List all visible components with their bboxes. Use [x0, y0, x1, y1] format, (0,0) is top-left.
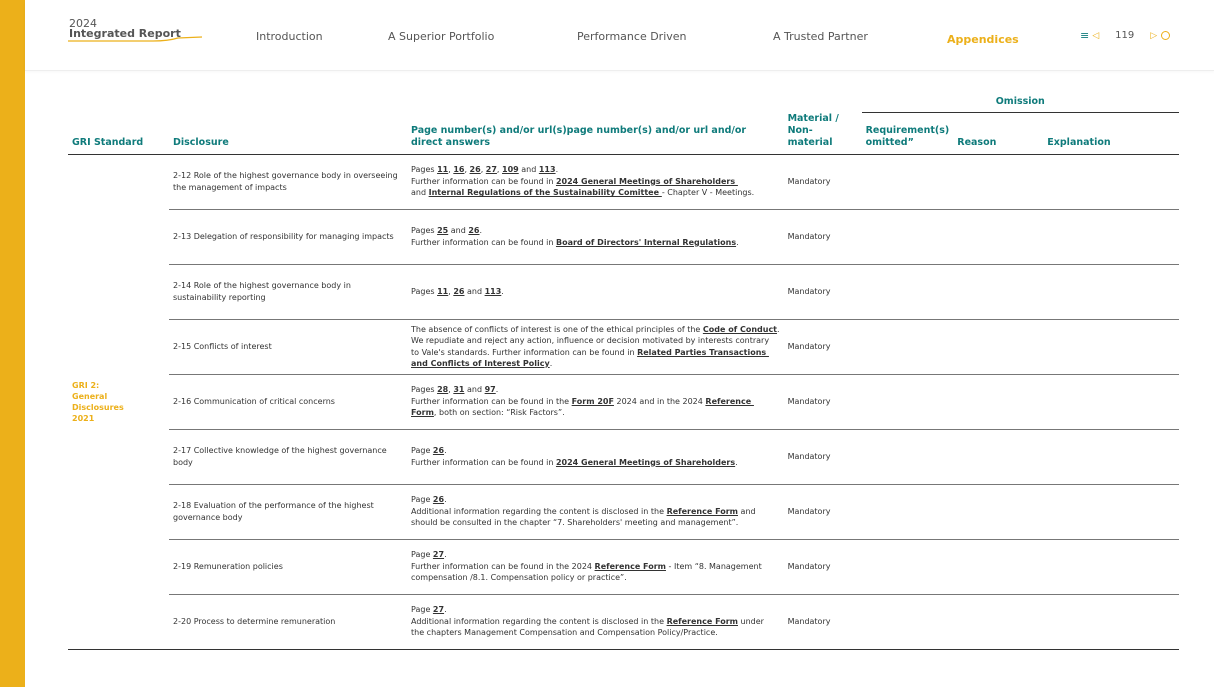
answer-text: to Vale's standards. Further information can be found in: [411, 347, 638, 357]
explanation-cell: [1043, 594, 1179, 649]
answer-text: Further information can be found in: [411, 237, 556, 247]
reference-link[interactable]: 27: [432, 605, 445, 615]
material-cell: Mandatory: [784, 374, 862, 429]
answer-text: Additional information regarding the content is disclosed in the: [411, 616, 667, 626]
reference-link[interactable]: and Conflicts of Interest Policy: [411, 359, 550, 368]
requirements-omitted-cell: [862, 539, 954, 594]
material-cell: Mandatory: [784, 539, 862, 594]
omission-header: Omission: [862, 96, 1179, 113]
table-row: [68, 374, 1179, 429]
answer-line: [411, 604, 780, 616]
explanation-cell: [1043, 484, 1179, 539]
answer-text: We repudiate and reject any action, influence or decision motivated by interests contrary: [411, 336, 770, 345]
answer-text: ,: [496, 165, 503, 175]
reason-cell: [953, 429, 1043, 484]
explanation-cell: [1043, 154, 1179, 209]
answer-line: [411, 517, 780, 529]
answer-text: .: [555, 165, 559, 175]
requirements-omitted-cell: [862, 374, 954, 429]
requirements-omitted-cell: [862, 264, 954, 319]
reference-link[interactable]: Reference Form: [666, 616, 738, 626]
report-year: 2024: [69, 17, 97, 30]
reference-link[interactable]: 2024 General Meetings of Shareholders: [555, 457, 736, 467]
explanation-cell: [1043, 429, 1179, 484]
answer-text: and: [464, 385, 485, 395]
answer-text: Pages: [411, 226, 438, 235]
report-title[interactable]: Integrated Report: [69, 27, 181, 40]
answer-text: Further information can be found in the 2024: [411, 561, 595, 571]
answer-text: Page: [411, 550, 433, 560]
top-navigation: [25, 0, 1214, 71]
reference-link[interactable]: 31: [453, 385, 465, 395]
reference-link[interactable]: 113: [538, 165, 556, 175]
reference-link[interactable]: Board of Directors' Internal Regulations: [555, 237, 737, 247]
answer-line: [411, 445, 780, 457]
home-icon[interactable]: [1161, 31, 1170, 40]
answer-text: ,: [464, 165, 470, 175]
answer-cell: [407, 539, 784, 594]
explanation-cell: [1043, 264, 1179, 319]
column-header-disclosure: Disclosure: [169, 113, 407, 155]
reason-cell: [953, 484, 1043, 539]
answer-text: .: [549, 359, 553, 368]
requirements-omitted-cell: [862, 209, 954, 264]
answer-line: [411, 176, 780, 188]
answer-cell: [407, 209, 784, 264]
answer-text: Page: [411, 605, 433, 615]
answer-line: [411, 358, 780, 370]
reference-link[interactable]: 26: [432, 495, 445, 505]
nav-introduction[interactable]: Introduction: [256, 30, 323, 43]
gri-standard-cell: GRI 2: General Disclosures 2021: [68, 154, 169, 649]
reason-cell: [953, 154, 1043, 209]
disclosure-cell: 2-19 Remuneration policies: [169, 539, 407, 594]
answer-line: [411, 324, 780, 336]
answer-line: [411, 616, 780, 628]
nav-appendices[interactable]: Appendices: [947, 33, 1019, 46]
reference-link[interactable]: Form: [411, 408, 434, 418]
answer-text: Pages: [411, 286, 438, 296]
requirements-omitted-cell: [862, 594, 954, 649]
answer-line: [411, 384, 780, 396]
disclosure-cell: 2-17 Collective knowledge of the highest governance body: [169, 429, 407, 484]
prev-page-icon[interactable]: ◁: [1092, 30, 1100, 41]
table-row: [68, 429, 1179, 484]
answer-text: .: [501, 286, 504, 296]
nav-trusted-partner[interactable]: A Trusted Partner: [773, 30, 868, 43]
answer-line: [411, 561, 780, 573]
reference-link[interactable]: Internal Regulations of the Sustainability Comittee: [428, 188, 662, 198]
answer-text: compensation /8.1. Compensation policy or practice”.: [411, 573, 627, 583]
reference-link[interactable]: Reference Form: [594, 561, 666, 571]
reference-link[interactable]: 26: [432, 446, 445, 455]
answer-text: Further information can be found in: [411, 176, 556, 186]
answer-cell: [407, 154, 784, 209]
answer-cell: [407, 264, 784, 319]
answer-line: [411, 627, 780, 639]
material-cell: Mandatory: [784, 429, 862, 484]
disclosure-cell: 2-12 Role of the highest governance body in overseeing the management of impacts: [169, 154, 407, 209]
answer-text: .: [444, 446, 447, 455]
table-row: [68, 594, 1179, 649]
explanation-cell: [1043, 539, 1179, 594]
answer-text: , both on section: “Risk Factors”.: [433, 408, 565, 418]
answer-text: under: [738, 616, 764, 626]
disclosure-cell: 2-18 Evaluation of the performance of the highest governance body: [169, 484, 407, 539]
column-header-page-numbers: Page number(s) and/or url(s)page number(s) and/or url and/or direct answers: [407, 113, 784, 155]
column-header-gri-standard: GRI Standard: [68, 113, 169, 155]
material-cell: Mandatory: [784, 209, 862, 264]
answer-line: [411, 572, 780, 584]
table-row: [68, 209, 1179, 264]
answer-text: .: [444, 495, 447, 505]
answer-text: ,: [448, 286, 454, 296]
reference-link[interactable]: 28: [437, 385, 449, 395]
page-navigator: [1080, 29, 1170, 42]
explanation-cell: [1043, 209, 1179, 264]
table-row: [68, 319, 1179, 374]
answer-line: [411, 506, 780, 518]
reference-link[interactable]: 11: [437, 165, 449, 175]
reference-link[interactable]: 97: [484, 385, 496, 395]
logo-swoosh-icon: [68, 36, 203, 44]
reason-cell: [953, 319, 1043, 374]
reference-link[interactable]: 26: [453, 286, 465, 296]
answer-text: and: [464, 286, 485, 296]
answer-text: 2024 and in the 2024: [613, 396, 706, 406]
sidebar-accent-bar: [0, 0, 25, 687]
answer-text: and: [411, 188, 429, 198]
explanation-cell: [1043, 319, 1179, 374]
answer-cell: [407, 484, 784, 539]
reference-link[interactable]: Reference Form: [666, 506, 738, 516]
answer-text: Page: [411, 446, 433, 455]
answer-line: [411, 187, 780, 199]
menu-icon[interactable]: ≡: [1080, 29, 1090, 42]
reason-cell: [953, 594, 1043, 649]
answer-cell: [407, 319, 784, 374]
answer-text: .: [736, 237, 739, 247]
disclosure-cell: 2-15 Conflicts of interest: [169, 319, 407, 374]
reason-cell: [953, 209, 1043, 264]
answer-text: The absence of conflicts of interest is one of the ethical principles of the: [411, 324, 703, 334]
requirements-omitted-cell: [862, 484, 954, 539]
requirements-omitted-cell: [862, 154, 954, 209]
reference-link[interactable]: 27: [432, 550, 445, 560]
answer-text: Page: [411, 495, 433, 505]
answer-line: [411, 347, 780, 359]
material-cell: Mandatory: [784, 319, 862, 374]
answer-line: [411, 549, 780, 561]
table-row: [68, 154, 1179, 209]
reason-cell: [953, 374, 1043, 429]
answer-text: .: [479, 226, 483, 235]
answer-text: .: [495, 385, 499, 395]
answer-cell: [407, 594, 784, 649]
material-cell: Mandatory: [784, 594, 862, 649]
nav-superior-portfolio[interactable]: A Superior Portfolio: [388, 30, 495, 43]
answer-text: .: [444, 605, 447, 615]
nav-performance-driven[interactable]: Performance Driven: [577, 30, 687, 43]
answer-text: .: [444, 550, 447, 560]
reference-link[interactable]: Code of Conduct: [702, 324, 778, 334]
reference-link[interactable]: 109: [502, 165, 519, 175]
answer-text: ,: [480, 165, 486, 175]
table-row: [68, 484, 1179, 539]
answer-text: Further information can be found in the: [411, 396, 572, 406]
answer-text: ,: [448, 165, 454, 175]
answer-text: Additional information regarding the content is disclosed in the: [411, 506, 667, 516]
reason-cell: [953, 264, 1043, 319]
answer-text: - Chapter V - Meetings.: [661, 188, 755, 198]
table-row: [68, 539, 1179, 594]
reference-link[interactable]: 113: [484, 286, 502, 296]
answer-text: and: [738, 506, 756, 516]
reference-link[interactable]: 27: [485, 165, 497, 175]
table-row: [68, 264, 1179, 319]
answer-line: [411, 237, 780, 249]
answer-line: [411, 286, 780, 298]
answer-text: .: [777, 324, 780, 334]
column-header-reason: Reason: [953, 113, 1043, 155]
column-header-explanation: Explanation: [1043, 113, 1179, 155]
reference-link[interactable]: 11: [437, 286, 449, 296]
answer-text: - Item “8. Management: [665, 561, 762, 571]
material-cell: Mandatory: [784, 264, 862, 319]
reference-link[interactable]: 26: [468, 226, 480, 235]
gri-content-table: [68, 96, 1179, 650]
disclosure-cell: 2-13 Delegation of responsibility for managing impacts: [169, 209, 407, 264]
answer-cell: [407, 374, 784, 429]
reference-link[interactable]: 25: [437, 226, 449, 235]
answer-text: and: [518, 165, 539, 175]
answer-line: [411, 164, 780, 176]
answer-line: [411, 407, 780, 419]
explanation-cell: [1043, 374, 1179, 429]
requirements-omitted-cell: [862, 429, 954, 484]
answer-text: and: [448, 226, 469, 235]
answer-text: Pages: [411, 385, 438, 395]
reason-cell: [953, 539, 1043, 594]
answer-line: [411, 396, 780, 408]
answer-cell: [407, 429, 784, 484]
answer-text: Further information can be found in: [411, 457, 556, 467]
disclosure-cell: 2-14 Role of the highest governance body in sustainability reporting: [169, 264, 407, 319]
disclosure-cell: 2-20 Process to determine remuneration: [169, 594, 407, 649]
answer-text: should be consulted in the chapter “7. Shareholders' meeting and management”.: [411, 518, 739, 528]
page-number: 119: [1115, 30, 1135, 41]
reference-link[interactable]: 2024 General Meetings of Shareholders: [555, 176, 738, 186]
reference-link[interactable]: 26: [469, 165, 481, 175]
answer-line: [411, 457, 780, 469]
answer-text: ,: [448, 385, 454, 395]
material-cell: Mandatory: [784, 484, 862, 539]
reference-link[interactable]: Related Parties Transactions: [637, 347, 769, 357]
material-cell: Mandatory: [784, 154, 862, 209]
reference-link[interactable]: Reference: [705, 396, 754, 406]
requirements-omitted-cell: [862, 319, 954, 374]
answer-text: the chapters Management Compensation and Compensation Policy/Practice.: [411, 628, 718, 638]
column-header-material: Material / Non-material: [784, 113, 862, 155]
next-page-icon[interactable]: ▷: [1150, 30, 1158, 41]
answer-text: .: [735, 457, 738, 467]
disclosure-cell: 2-16 Communication of critical concerns: [169, 374, 407, 429]
answer-line: [411, 225, 780, 237]
column-header-requirements-omitted: Requirement(s) omitted”: [862, 113, 954, 155]
answer-line: [411, 335, 780, 347]
answer-line: [411, 494, 780, 506]
reference-link[interactable]: 16: [453, 165, 465, 175]
answer-text: Pages: [411, 165, 438, 175]
reference-link[interactable]: Form 20F: [571, 396, 614, 406]
